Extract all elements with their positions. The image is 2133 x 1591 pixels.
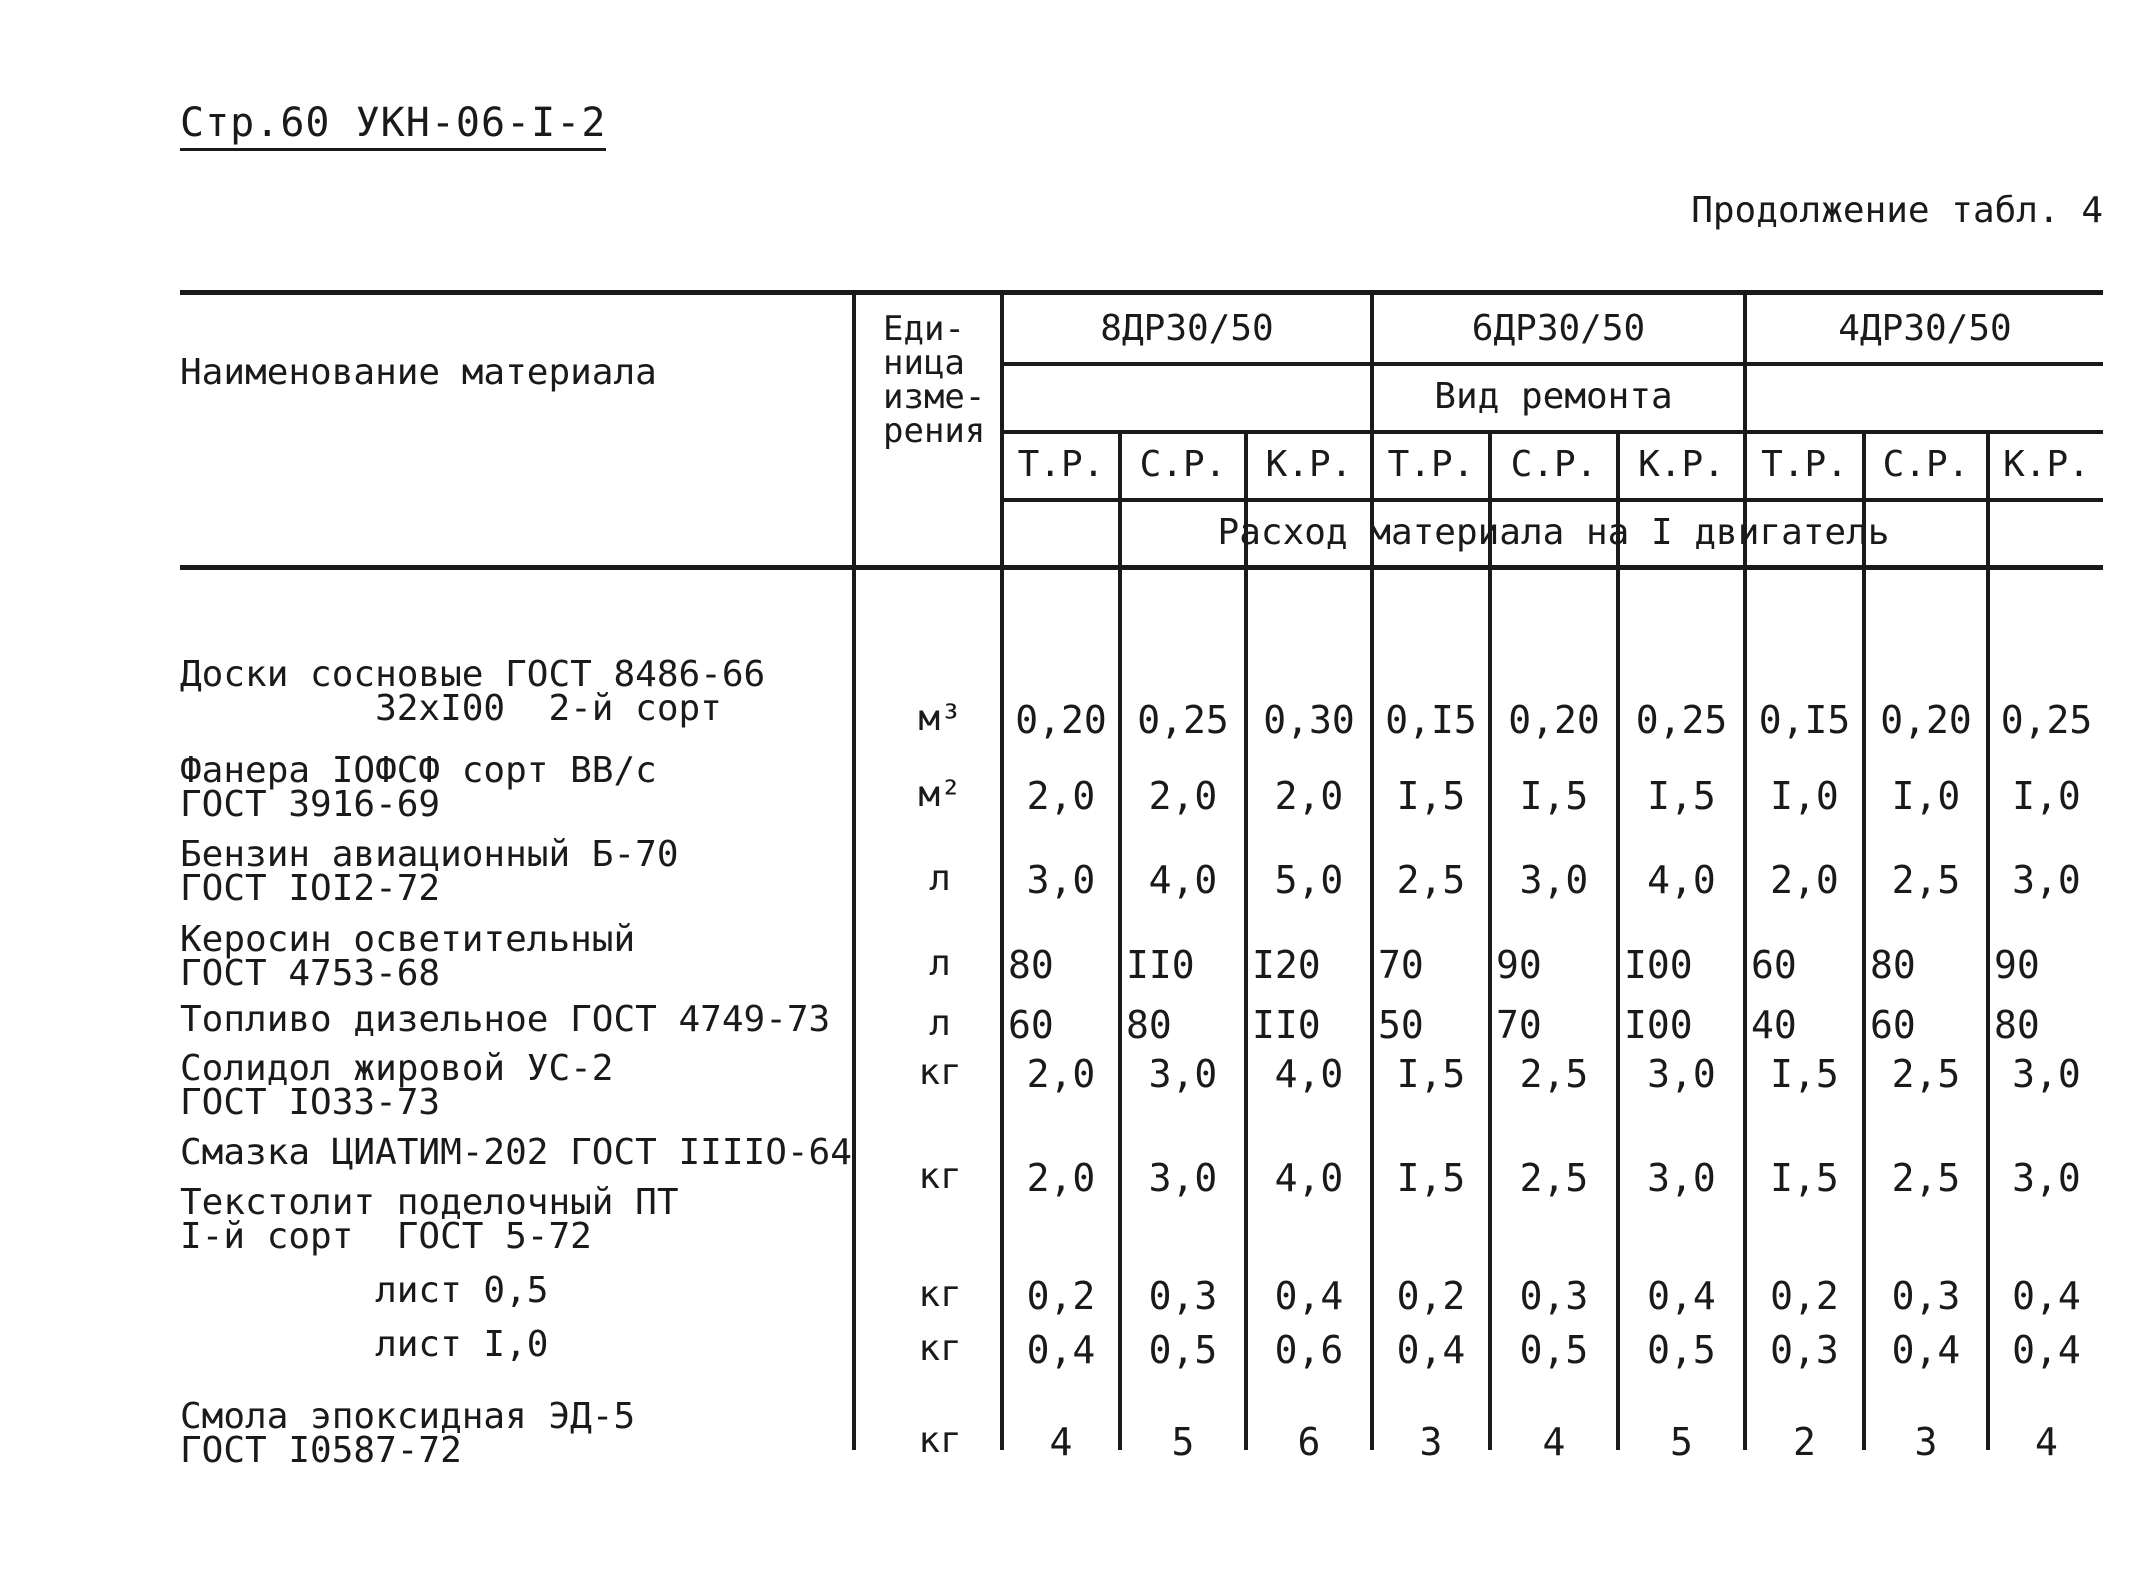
value-cell: 2,0 bbox=[1026, 1052, 1096, 1096]
value-cell: I,5 bbox=[1647, 774, 1716, 818]
repair-type-label: Т.Р. bbox=[1387, 444, 1475, 485]
value-cell: 5 bbox=[1171, 1420, 1195, 1464]
value-cell: 0,4 bbox=[1891, 1328, 1961, 1372]
material-name: Фанера IОФСФ сорт ВВ/с ГОСТ 3916-69 bbox=[180, 750, 657, 825]
value-cell: 0,20 bbox=[1880, 698, 1972, 742]
value-cell: 3,0 bbox=[2012, 1156, 2081, 1200]
value-cell: 40 bbox=[1751, 1003, 1797, 1047]
value-cell: II0 bbox=[1126, 943, 1195, 987]
value-cell: 2,5 bbox=[1891, 1156, 1961, 1200]
unit-header-line: ница bbox=[883, 343, 965, 383]
value-cell: I,5 bbox=[1396, 774, 1466, 818]
value-cell: 3,0 bbox=[1026, 858, 1096, 902]
value-cell: 3 bbox=[1419, 1420, 1443, 1464]
material-name: Топливо дизельное ГОСТ 4749-73 bbox=[180, 999, 831, 1040]
value-cell: II0 bbox=[1252, 1003, 1321, 1047]
value-cell: 80 bbox=[1994, 1003, 2040, 1047]
value-cell: 3,0 bbox=[1148, 1052, 1218, 1096]
value-cell: 70 bbox=[1378, 943, 1424, 987]
repair-type-label: К.Р. bbox=[2003, 444, 2090, 485]
value-cell: 80 bbox=[1870, 943, 1916, 987]
value-cell: 0,5 bbox=[1148, 1328, 1218, 1372]
value-cell: 4 bbox=[1542, 1420, 1566, 1464]
value-cell: I00 bbox=[1624, 943, 1693, 987]
page-header: Стр.60 УКН-06-I-2 bbox=[180, 100, 606, 151]
value-cell: I,0 bbox=[1770, 774, 1839, 818]
value-cell: I,5 bbox=[1519, 774, 1589, 818]
value-cell: 0,4 bbox=[2012, 1274, 2081, 1318]
engine-row-rule bbox=[1003, 362, 2103, 366]
value-cell: 0,5 bbox=[1647, 1328, 1716, 1372]
value-cell: 2,5 bbox=[1519, 1052, 1589, 1096]
repair-type-label: К.Р. bbox=[1265, 444, 1353, 485]
unit-cell: м³ bbox=[918, 698, 962, 739]
value-cell: I,5 bbox=[1396, 1052, 1466, 1096]
value-cell: 4 bbox=[2035, 1420, 2058, 1464]
value-cell: 3,0 bbox=[1519, 858, 1589, 902]
value-cell: 0,3 bbox=[1148, 1274, 1218, 1318]
value-cell: 3,0 bbox=[1647, 1156, 1716, 1200]
value-cell: 3,0 bbox=[2012, 858, 2081, 902]
repair-types-rule bbox=[1003, 498, 2103, 502]
value-cell: I,0 bbox=[1891, 774, 1961, 818]
unit-cell: кг bbox=[918, 1420, 962, 1461]
value-cell: 0,30 bbox=[1263, 698, 1355, 742]
value-cell: 70 bbox=[1496, 1003, 1542, 1047]
value-cell: 0,25 bbox=[1635, 698, 1728, 742]
unit-cell: л bbox=[929, 1003, 951, 1044]
value-cell: I,0 bbox=[2012, 774, 2081, 818]
engine-header-6dr: 6ДР30/50 bbox=[1471, 308, 1646, 349]
value-cell: 50 bbox=[1378, 1003, 1424, 1047]
unit-cell: м² bbox=[918, 774, 962, 815]
value-cell: 4,0 bbox=[1148, 858, 1218, 902]
table-top-rule bbox=[180, 290, 2103, 295]
value-cell: 90 bbox=[1994, 943, 2040, 987]
material-name: лист 0,5 bbox=[180, 1270, 549, 1311]
value-cell: 6 bbox=[1297, 1420, 1321, 1464]
value-cell: 2,0 bbox=[1148, 774, 1218, 818]
value-cell: 2,5 bbox=[1891, 1052, 1961, 1096]
value-cell: 4,0 bbox=[1274, 1156, 1344, 1200]
value-cell: 0,4 bbox=[1647, 1274, 1716, 1318]
material-name: лист I,0 bbox=[180, 1324, 549, 1365]
value-cell: 3,0 bbox=[2012, 1052, 2081, 1096]
value-cell: 0,4 bbox=[1274, 1274, 1344, 1318]
value-cell: 90 bbox=[1496, 943, 1542, 987]
unit-cell: л bbox=[929, 943, 951, 984]
value-cell: 0,3 bbox=[1770, 1328, 1839, 1372]
name-column-rule bbox=[852, 290, 856, 1450]
engine-header-4dr: 4ДР30/50 bbox=[1838, 308, 2012, 349]
material-name: Керосин осветительный ГОСТ 4753-68 bbox=[180, 919, 636, 994]
value-cell: 2,5 bbox=[1396, 858, 1466, 902]
value-cell: 0,25 bbox=[1137, 698, 1229, 742]
value-cell: 0,3 bbox=[1519, 1274, 1589, 1318]
value-cell: 5,0 bbox=[1274, 858, 1344, 902]
unit-cell: кг bbox=[918, 1274, 962, 1315]
unit-header-line: изме- bbox=[883, 377, 986, 417]
value-cell: 0,25 bbox=[2000, 698, 2093, 742]
material-name: Доски сосновые ГОСТ 8486-66 32хI00 2-й сорт bbox=[180, 654, 766, 729]
value-cell: 2,0 bbox=[1274, 774, 1344, 818]
value-cell: I00 bbox=[1624, 1003, 1693, 1047]
value-cell: 0,4 bbox=[1026, 1328, 1096, 1372]
value-cell: 0,2 bbox=[1026, 1274, 1096, 1318]
value-cell: 2,0 bbox=[1770, 858, 1839, 902]
value-cell: 0,4 bbox=[2012, 1328, 2081, 1372]
value-cell: 4,0 bbox=[1647, 858, 1716, 902]
repair-row-rule bbox=[1003, 430, 2103, 434]
value-cell: 4 bbox=[1049, 1420, 1073, 1464]
value-cell: 3,0 bbox=[1647, 1052, 1716, 1096]
value-cell: 0,20 bbox=[1015, 698, 1107, 742]
value-cell: 0,I5 bbox=[1385, 698, 1477, 742]
repair-type-label: Т.Р. bbox=[1761, 444, 1848, 485]
value-cell: 5 bbox=[1670, 1420, 1693, 1464]
unit-cell: кг bbox=[918, 1052, 962, 1093]
value-cell: 2,5 bbox=[1891, 858, 1961, 902]
repair-type-label: К.Р. bbox=[1638, 444, 1725, 485]
value-cell: 2,0 bbox=[1026, 774, 1096, 818]
repair-type-header: Вид ремонта bbox=[1434, 376, 1673, 417]
unit-header bbox=[883, 309, 986, 451]
materials-table bbox=[180, 290, 2103, 1471]
material-name: Текстолит поделочный ПТ I-й сорт ГОСТ 5-72 bbox=[180, 1182, 679, 1257]
material-name: Смазка ЦИАТИМ-202 ГОСТ IIIIО-64 bbox=[180, 1132, 852, 1173]
value-cell: 3 bbox=[1914, 1420, 1938, 1464]
value-cell: 0,2 bbox=[1396, 1274, 1466, 1318]
value-cell: 60 bbox=[1870, 1003, 1916, 1047]
unit-cell: кг bbox=[918, 1328, 962, 1369]
value-cell: 80 bbox=[1008, 943, 1054, 987]
value-cell: I,5 bbox=[1770, 1156, 1839, 1200]
value-cell: 0,5 bbox=[1519, 1328, 1589, 1372]
table-continuation-label: Продолжение табл. 4 bbox=[1691, 190, 2103, 231]
value-cell: 3,0 bbox=[1148, 1156, 1218, 1200]
repair-type-label: Т.Р. bbox=[1017, 444, 1105, 485]
value-cell: 80 bbox=[1126, 1003, 1172, 1047]
repair-type-label: С.Р. bbox=[1882, 444, 1970, 485]
value-cell: 2 bbox=[1793, 1420, 1816, 1464]
value-cell: 0,4 bbox=[1396, 1328, 1466, 1372]
value-cell: 4,0 bbox=[1274, 1052, 1344, 1096]
value-cell: 0,20 bbox=[1508, 698, 1600, 742]
repair-type-label: С.Р. bbox=[1510, 444, 1598, 485]
unit-header-line: рения bbox=[883, 411, 986, 451]
consumption-header: Расход материала на I двигатель bbox=[1217, 512, 1890, 553]
unit-cell: кг bbox=[918, 1156, 962, 1197]
unit-header-line: Еди- bbox=[883, 309, 965, 349]
value-cell: 2,0 bbox=[1026, 1156, 1096, 1200]
engine-header-8dr: 8ДР30/50 bbox=[1100, 308, 1274, 349]
repair-type-label: С.Р. bbox=[1139, 444, 1227, 485]
value-cell: 0,6 bbox=[1274, 1328, 1344, 1372]
value-cell: I,5 bbox=[1396, 1156, 1466, 1200]
material-name: Бензин авиационный Б-70 ГОСТ IОI2-72 bbox=[180, 834, 679, 909]
value-cell: 60 bbox=[1751, 943, 1797, 987]
value-cell: 2,5 bbox=[1519, 1156, 1589, 1200]
unit-cell: л bbox=[929, 858, 951, 899]
header-bottom-rule bbox=[180, 565, 2103, 570]
value-cell: I,5 bbox=[1770, 1052, 1839, 1096]
value-cell: 0,3 bbox=[1891, 1274, 1961, 1318]
value-cell: I20 bbox=[1252, 943, 1321, 987]
material-name-header: Наименование материала bbox=[180, 352, 657, 393]
value-cell: 0,2 bbox=[1770, 1274, 1839, 1318]
material-name: Смола эпоксидная ЭД-5 ГОСТ I0587-72 bbox=[180, 1396, 636, 1471]
value-cell: 0,I5 bbox=[1758, 698, 1851, 742]
value-cell: 60 bbox=[1008, 1003, 1054, 1047]
material-name: Солидол жировой УС-2 ГОСТ IОЗЗ-73 bbox=[180, 1048, 614, 1123]
